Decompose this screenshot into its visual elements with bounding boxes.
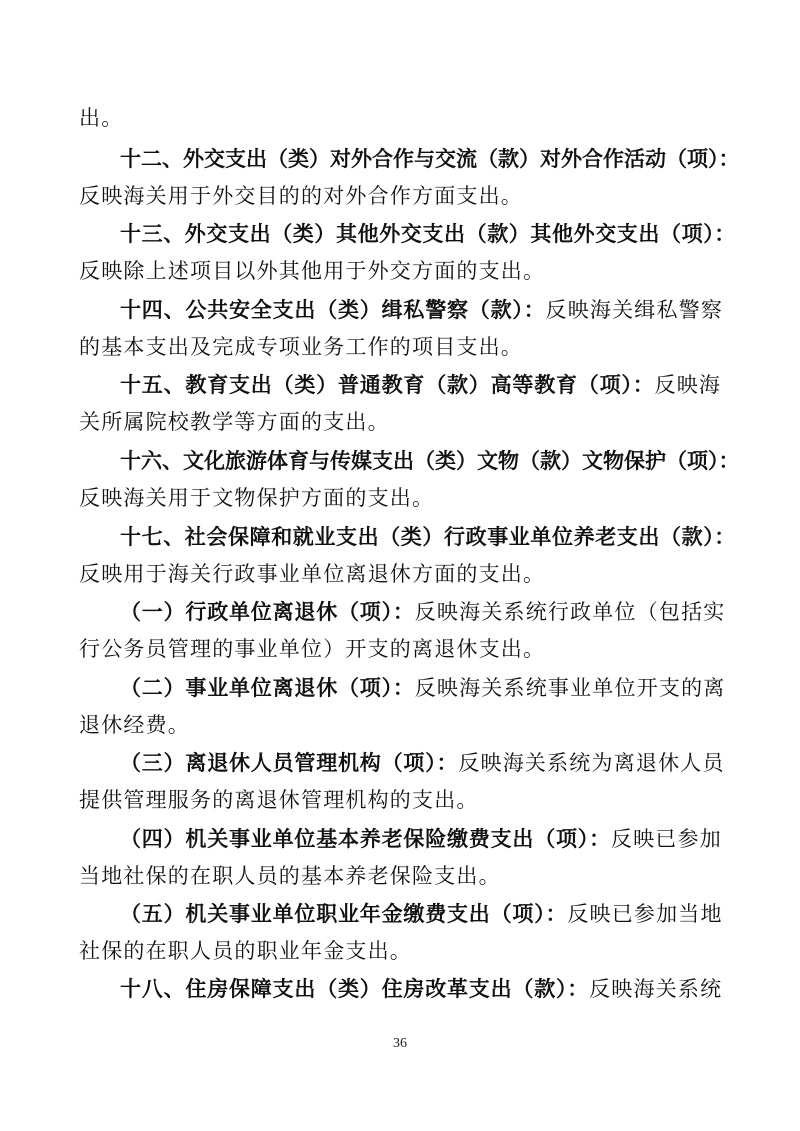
paragraph-line <box>79 404 739 440</box>
paragraph-heading-text: 十七、社会保障和就业支出（类）行政事业单位养老支出（款）： <box>120 525 736 549</box>
paragraph-heading-text: 十五、教育支出（类）普通教育（款）高等教育（项）： <box>120 373 655 397</box>
paragraph-line <box>79 178 739 214</box>
paragraph-line <box>120 519 740 555</box>
paragraph-body-text: 反映海关用于文物保护方面的支出。 <box>79 486 435 510</box>
paragraph-body-text: 关所属院校教学等方面的支出。 <box>79 410 390 434</box>
paragraph-line <box>79 933 739 969</box>
paragraph-line <box>79 556 739 592</box>
paragraph-body-text: 反映海关系统为离退休人员 <box>458 751 725 775</box>
paragraph-heading-text: 十六、文化旅游体育与传媒支出（类）文物（款）文物保护（项）： <box>120 449 740 473</box>
paragraph-body-text: 当地社保的在职人员的基本养老保险支出。 <box>79 864 501 888</box>
paragraph-body-text: 反映已参加当地 <box>567 902 723 926</box>
paragraph-body-text: 反映海关缉私警察 <box>545 298 724 322</box>
paragraph-line <box>120 367 740 403</box>
paragraph-line <box>120 745 740 781</box>
paragraph-line <box>79 253 739 289</box>
paragraph-heading-text: （二）事业单位离退休（项）： <box>120 676 415 700</box>
paragraph-line <box>120 670 740 706</box>
paragraph-body-text: 反映用于海关行政事业单位离退休方面的支出。 <box>79 562 546 586</box>
paragraph-line <box>120 141 740 177</box>
paragraph-body-text: 反映海关系统 <box>589 977 723 1001</box>
paragraph-body-text: 反映海关系统行政单位（包括实 <box>414 600 726 624</box>
paragraph-body-text: 出。 <box>79 106 124 130</box>
paragraph-line <box>79 631 739 667</box>
paragraph-line <box>79 480 739 516</box>
paragraph-heading-text: （三）离退休人员管理机构（项）： <box>120 751 459 775</box>
paragraph-heading-text: 十四、公共安全支出（类）缉私警察（款）： <box>120 298 546 322</box>
paragraph-line <box>79 782 739 818</box>
paragraph-line <box>120 292 740 328</box>
paragraph-line <box>79 100 739 136</box>
paragraph-body-text: 的基本支出及完成专项业务工作的项目支出。 <box>79 335 523 359</box>
paragraph-heading-text: （一）行政单位离退休（项）： <box>120 600 415 624</box>
paragraph-body-text: 反映已参加 <box>610 827 722 851</box>
paragraph-heading-text: 十二、外交支出（类）对外合作与交流（款）对外合作活动（项）： <box>120 147 740 171</box>
paragraph-line <box>120 971 740 1007</box>
paragraph-line <box>120 443 740 479</box>
paragraph-line <box>120 594 740 630</box>
paragraph-line <box>79 707 739 743</box>
paragraph-heading-text: （四）机关事业单位基本养老保险缴费支出（项）： <box>120 827 611 851</box>
paragraph-line <box>79 329 739 365</box>
paragraph-heading-text: 十三、外交支出（类）其他外交支出（款）其他外交支出（项）： <box>120 222 736 246</box>
paragraph-body-text: 退休经费。 <box>79 713 190 737</box>
paragraph-body-text: 社保的在职人员的职业年金支出。 <box>79 939 412 963</box>
paragraph-body-text: 行公务员管理的事业单位）开支的离退休支出。 <box>79 637 546 661</box>
page-number: 36 <box>393 1036 407 1051</box>
paragraph-heading-text: （五）机关事业单位职业年金缴费支出（项）： <box>120 902 568 926</box>
paragraph-line <box>120 216 740 252</box>
paragraph-line <box>120 821 740 857</box>
paragraph-body-text: 反映海关用于外交目的的对外合作方面支出。 <box>79 184 523 208</box>
paragraph-body-text: 提供管理服务的离退休管理机构的支出。 <box>79 788 479 812</box>
paragraph-line <box>79 858 739 894</box>
paragraph-body-text: 反映海 <box>654 373 722 397</box>
paragraph-line <box>120 896 740 932</box>
paragraph-body-text: 反映海关系统事业单位开支的离 <box>414 676 726 700</box>
paragraph-body-text: 反映除上述项目以外其他用于外交方面的支出。 <box>79 259 546 283</box>
paragraph-heading-text: 十八、住房保障支出（类）住房改革支出（款）： <box>120 977 590 1001</box>
